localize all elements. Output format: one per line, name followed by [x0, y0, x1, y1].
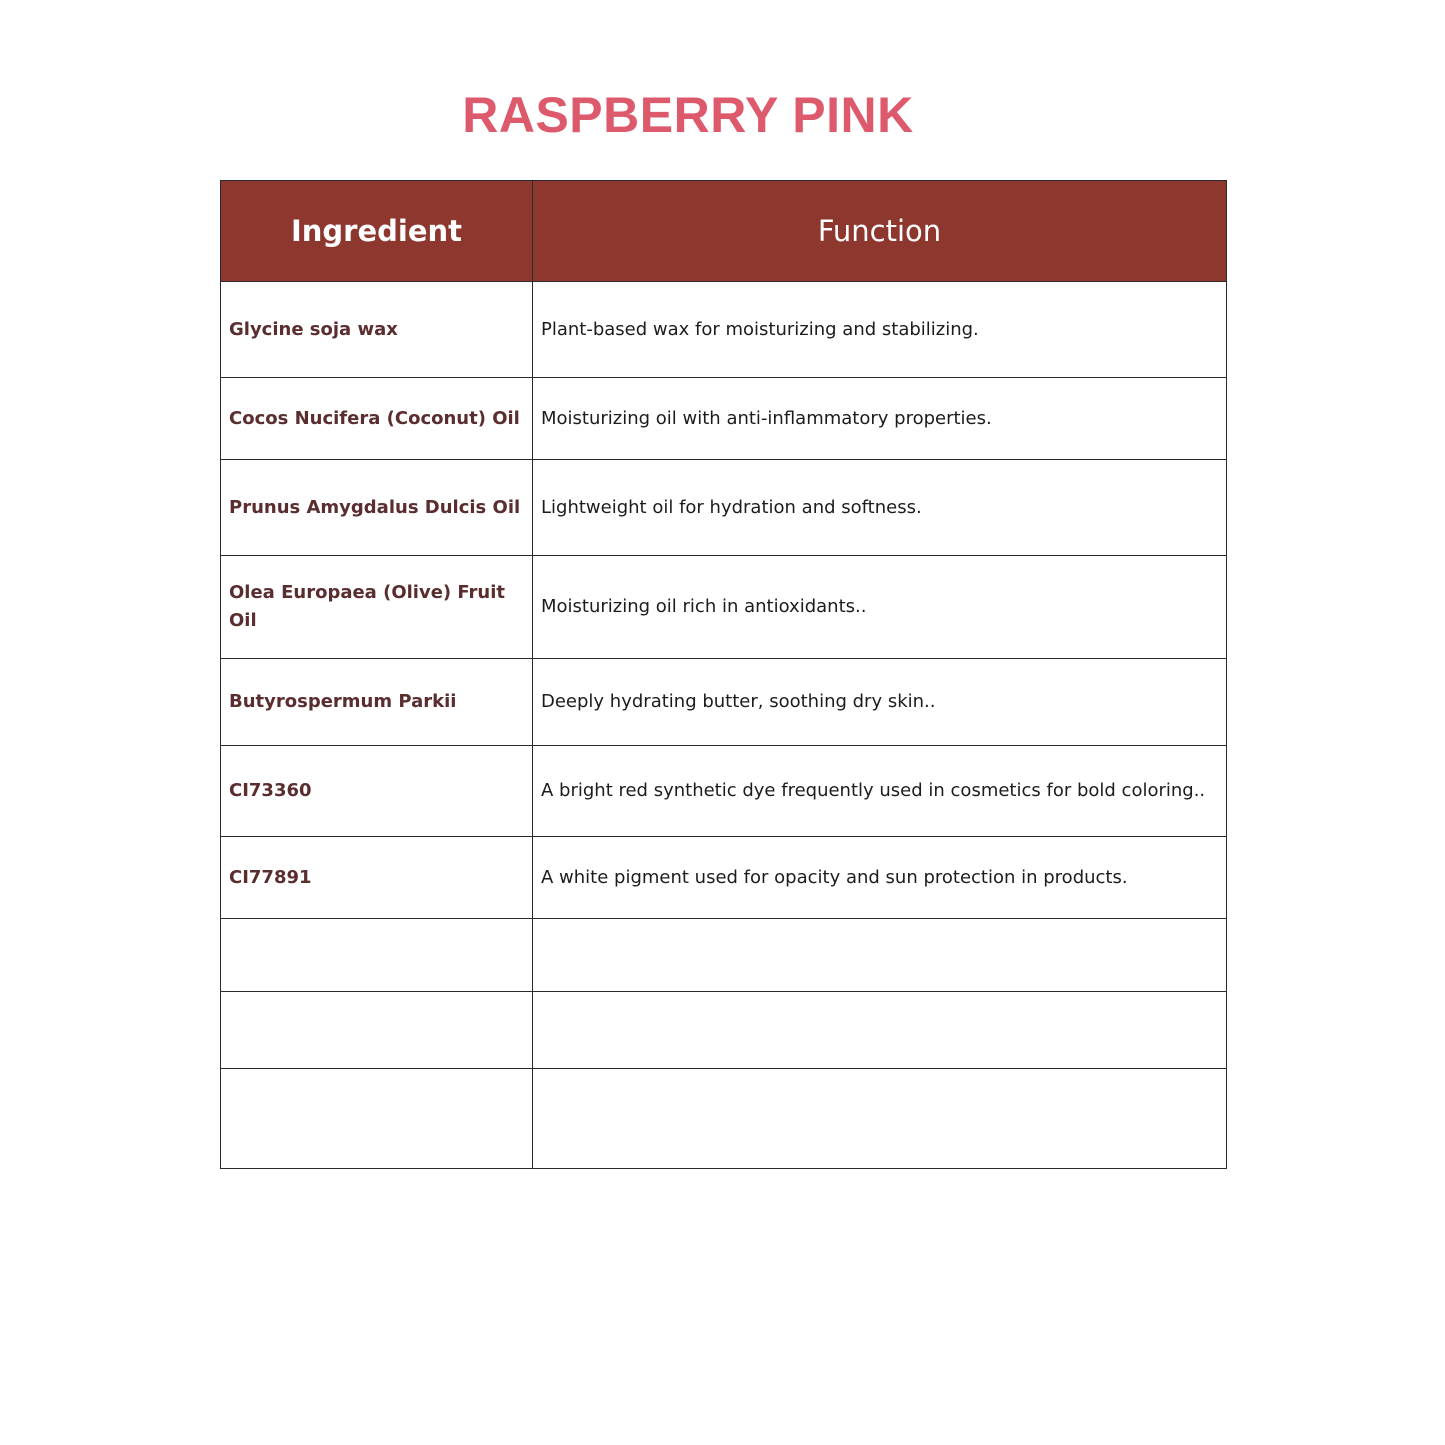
table-row [221, 378, 1227, 460]
table-row [221, 460, 1227, 556]
function-cell [533, 1069, 1227, 1169]
table-row [221, 837, 1227, 919]
function-cell: A bright red synthetic dye frequently used in cosmetics for bold coloring.. [533, 746, 1227, 837]
ingredient-column-header: Ingredient [221, 181, 533, 282]
function-cell: Lightweight oil for hydration and softness. [533, 460, 1227, 556]
table-row [221, 746, 1227, 837]
ingredient-cell [221, 919, 533, 992]
function-cell: Deeply hydrating butter, soothing dry skin.. [533, 659, 1227, 746]
function-cell [533, 992, 1227, 1069]
ingredient-cell [221, 1069, 533, 1169]
table-row-empty [221, 919, 1227, 992]
page-title: RASPBERRY PINK [462, 87, 914, 143]
table-row-empty [221, 992, 1227, 1069]
ingredient-cell [221, 992, 533, 1069]
table-row-empty [221, 1069, 1227, 1169]
function-cell: Moisturizing oil rich in antioxidants.. [533, 556, 1227, 659]
table-row [221, 659, 1227, 746]
ingredient-cell: Butyrospermum Parkii [221, 659, 533, 746]
ingredients-table [220, 180, 1227, 1169]
ingredient-cell: Olea Europaea (Olive) Fruit Oil [221, 556, 533, 659]
function-column-header: Function [533, 181, 1227, 282]
function-cell [533, 919, 1227, 992]
ingredient-cell: Glycine soja wax [221, 282, 533, 378]
ingredient-cell: CI73360 [221, 746, 533, 837]
function-cell: Plant-based wax for moisturizing and stabilizing. [533, 282, 1227, 378]
table-row [221, 556, 1227, 659]
function-cell: Moisturizing oil with anti-inflammatory properties. [533, 378, 1227, 460]
ingredient-cell: Prunus Amygdalus Dulcis Oil [221, 460, 533, 556]
table-row [221, 282, 1227, 378]
ingredient-cell: CI77891 [221, 837, 533, 919]
ingredient-cell: Cocos Nucifera (Coconut) Oil [221, 378, 533, 460]
table-header-row [221, 181, 1227, 282]
function-cell: A white pigment used for opacity and sun protection in products. [533, 837, 1227, 919]
